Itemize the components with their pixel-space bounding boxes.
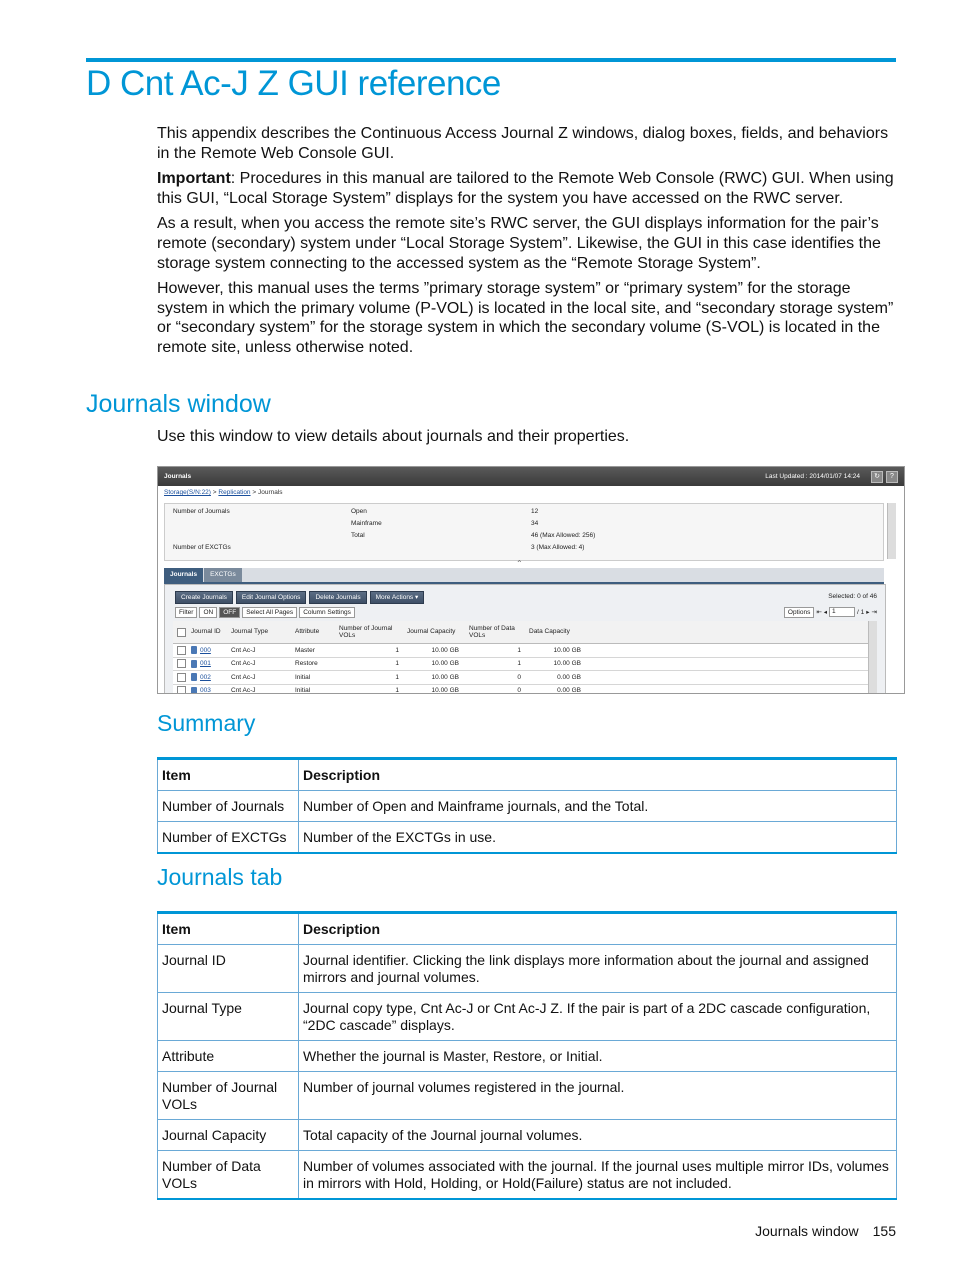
column-settings-button[interactable]: Column Settings: [299, 607, 355, 618]
item-cell: Journal Type: [158, 993, 299, 1041]
col-attribute[interactable]: Attribute: [295, 628, 320, 636]
breadcrumb-current: > Journals: [250, 489, 283, 496]
journal-type-cell: Cnt Ac-J: [231, 673, 256, 681]
attribute-cell: Initial: [295, 673, 311, 681]
grid-body: [173, 644, 869, 694]
col-data-vols[interactable]: Number of Data VOLs: [469, 624, 515, 639]
filter-button[interactable]: Filter: [175, 607, 197, 618]
table-row: [158, 822, 897, 854]
grid-scrollbar[interactable]: [868, 621, 877, 694]
col-data-capacity[interactable]: Data Capacity: [529, 628, 570, 636]
summary-row: [165, 542, 883, 554]
journal-id-cell[interactable]: [191, 671, 225, 684]
page-footer: [755, 1223, 896, 1239]
table-row: [158, 1151, 897, 1200]
intro-p3: As a result, when you access the remote site’s RWC server, the GUI displays information for the pair’s remote (secondary) system under “Local Storage System”. Likewise, the GUI in this case identifies the storage system connecting to the accessed system as the “Remote Storage System”.: [157, 215, 881, 272]
journals-window-screenshot: [157, 466, 905, 694]
breadcrumb-storage[interactable]: Storage(S/N:22): [164, 489, 211, 496]
tab-journals[interactable]: Journals: [164, 568, 203, 582]
create-journals-button[interactable]: Create Journals: [175, 591, 233, 604]
footer-section: Journals window: [755, 1223, 859, 1239]
summary-sub: Open: [351, 508, 367, 515]
intro-p2: [157, 169, 897, 208]
summary-row: [165, 518, 883, 530]
journal-capacity-cell: 10.00 GB: [431, 673, 459, 681]
journal-capacity-cell: 10.00 GB: [431, 646, 459, 654]
table-row[interactable]: [173, 671, 869, 685]
item-cell: Number of Data VOLs: [158, 1151, 299, 1200]
journals-window-heading: Journals window: [86, 390, 271, 418]
last-page-icon[interactable]: ⇥: [871, 609, 877, 616]
summary-label: Number of Journals: [173, 508, 230, 515]
journal-id-cell[interactable]: [191, 644, 225, 657]
summary-sub: Mainframe: [351, 520, 382, 527]
options-button[interactable]: Options: [784, 607, 814, 618]
breadcrumb-sep: >: [210, 489, 219, 496]
filter-off-toggle[interactable]: OFF: [219, 607, 240, 618]
journals-window-desc: Use this window to view details about journals and their properties.: [157, 428, 630, 445]
summary-value: 3 (Max Allowed: 4): [531, 544, 585, 551]
intro-p4: However, this manual uses the terms ”primary storage system” or “primary system” for the storage system in which the primary volume (P-VOL) is located in the local site, and “secondary storage system” or “secondary system” for the storage system in which the secondary volume (S-VOL) is located in the remote site, unless otherwise noted.: [157, 280, 894, 356]
summary-table: [157, 757, 897, 854]
summary-sub: Total: [351, 532, 365, 539]
item-cell: Attribute: [158, 1041, 299, 1072]
attribute-cell: Restore: [295, 660, 318, 668]
table-row[interactable]: [173, 658, 869, 672]
window-title: Journals: [164, 473, 192, 480]
table-row: [158, 1072, 897, 1120]
journal-icon: [191, 687, 197, 694]
journal-icon: [191, 646, 197, 654]
journal-vols-cell: 1: [395, 687, 399, 694]
data-capacity-cell: 0.00 GB: [557, 687, 581, 694]
col-journal-id[interactable]: Journal ID: [191, 628, 221, 636]
journals-grid: [173, 621, 869, 694]
summary-row: [165, 506, 883, 518]
more-actions-label: More Actions: [375, 594, 414, 601]
journals-panel: [164, 584, 886, 694]
data-vols-cell: 0: [517, 673, 521, 681]
tab-exctgs[interactable]: EXCTGs: [204, 568, 242, 582]
description-cell: Number of the EXCTGs in use.: [299, 822, 897, 854]
row-checkbox[interactable]: [177, 644, 186, 657]
table-row: [158, 993, 897, 1041]
summary-value: 12: [531, 508, 539, 515]
data-vols-cell: 1: [517, 660, 521, 668]
intro-p1: This appendix describes the Continuous Access Journal Z windows, dialog boxes, fields, and behaviors in the Remote Web Console GUI.: [157, 125, 889, 162]
summary-value: 34: [531, 520, 539, 527]
chapter-title: D Cnt Ac-J Z GUI reference: [86, 64, 501, 103]
prev-page-icon[interactable]: ◂: [823, 609, 828, 616]
attribute-cell: Master: [295, 646, 315, 654]
chapter-rule: [86, 58, 896, 62]
action-buttons: [175, 591, 424, 604]
col-journal-capacity[interactable]: Journal Capacity: [407, 628, 456, 636]
journal-id-link[interactable]: 000: [200, 646, 211, 654]
description-cell: Number of Open and Mainframe journals, and the Total.: [299, 791, 897, 822]
description-cell: Journal copy type, Cnt Ac-J or Cnt Ac-J Z. If the pair is part of a 2DC cascade configuration, “2DC cascade” displays.: [299, 993, 897, 1041]
collapse-caret-icon[interactable]: ⌃: [516, 559, 523, 568]
window-titlebar: [158, 467, 904, 486]
table-row: [158, 791, 897, 822]
header-item: Item: [158, 759, 299, 791]
more-actions-button[interactable]: [370, 591, 425, 604]
pager: [784, 607, 877, 618]
edit-journal-options-button[interactable]: Edit Journal Options: [236, 591, 307, 604]
description-cell: Whether the journal is Master, Restore, or Initial.: [299, 1041, 897, 1072]
table-row: [158, 1120, 897, 1151]
item-cell: Number of Journal VOLs: [158, 1072, 299, 1120]
header-item: Item: [158, 913, 299, 945]
journals-tab-heading: Journals tab: [157, 864, 283, 890]
intro: [157, 124, 897, 364]
page-total: / 1: [857, 608, 865, 616]
table-row: [158, 1041, 897, 1072]
item-cell: Journal ID: [158, 945, 299, 993]
summary-value: 46 (Max Allowed: 256): [531, 532, 596, 539]
journal-id-link[interactable]: 001: [200, 660, 211, 668]
description-cell: Total capacity of the Journal journal volumes.: [299, 1120, 897, 1151]
select-all-pages-button[interactable]: Select All Pages: [242, 607, 297, 618]
breadcrumb-replication[interactable]: Replication: [218, 489, 251, 496]
header-description: Description: [299, 759, 897, 791]
journal-id-cell[interactable]: [191, 658, 225, 671]
tab-bar: [164, 568, 884, 584]
page-input[interactable]: 1: [829, 607, 855, 617]
journal-type-cell: Cnt Ac-J: [231, 646, 256, 654]
select-all-checkbox[interactable]: [177, 621, 186, 643]
table-row[interactable]: [173, 685, 869, 695]
description-cell: Journal identifier. Clicking the link displays more information about the journal and assigned mirrors and journal volumes.: [299, 945, 897, 993]
help-icon[interactable]: ?: [886, 471, 898, 483]
journal-vols-cell: 1: [395, 660, 399, 668]
summary-row: [165, 530, 883, 542]
journal-type-cell: Cnt Ac-J: [231, 687, 256, 694]
item-cell: Number of Journals: [158, 791, 299, 822]
summary-heading: Summary: [157, 710, 256, 736]
journal-capacity-cell: 10.00 GB: [431, 687, 459, 694]
data-capacity-cell: 10.00 GB: [553, 660, 581, 668]
filter-row: [175, 607, 877, 617]
col-journal-vols[interactable]: Number of Journal VOLs: [339, 624, 393, 639]
chevron-down-icon: ▾: [415, 594, 419, 601]
journals-tab-table: [157, 911, 897, 1200]
item-cell: Journal Capacity: [158, 1120, 299, 1151]
journal-id-link[interactable]: 003: [200, 687, 211, 694]
description-cell: Number of journal volumes registered in the journal.: [299, 1072, 897, 1120]
grid-header: [173, 621, 869, 644]
journal-vols-cell: 1: [395, 646, 399, 654]
journal-capacity-cell: 10.00 GB: [431, 660, 459, 668]
first-page-icon[interactable]: ⇤: [816, 609, 822, 616]
table-header-row: [158, 759, 897, 791]
data-capacity-cell: 0.00 GB: [557, 673, 581, 681]
description-cell: Number of volumes associated with the journal. If the journal uses multiple mirror IDs, volumes in mirrors with Hold, Holding, or Hold(Failure) status are not included.: [299, 1151, 897, 1200]
data-vols-cell: 0: [517, 687, 521, 694]
important-label: Important: [157, 170, 231, 188]
data-capacity-cell: 10.00 GB: [553, 646, 581, 654]
journal-vols-cell: 1: [395, 673, 399, 681]
selected-count: Selected: 0 of 46: [828, 593, 877, 600]
journal-id-cell[interactable]: [191, 685, 225, 695]
data-vols-cell: 1: [517, 646, 521, 654]
row-checkbox[interactable]: [177, 671, 186, 684]
table-row[interactable]: [173, 644, 869, 658]
breadcrumb: [158, 486, 904, 499]
delete-journals-button[interactable]: Delete Journals: [309, 591, 366, 604]
header-description: Description: [299, 913, 897, 945]
row-checkbox[interactable]: [177, 658, 186, 671]
summary-scrollbar[interactable]: [887, 503, 896, 559]
summary-panel: [164, 503, 884, 561]
last-updated: Last Updated : 2014/01/07 14:24: [765, 473, 860, 480]
summary-label: Number of EXCTGs: [173, 544, 231, 551]
journal-type-cell: Cnt Ac-J: [231, 660, 256, 668]
table-header-row: [158, 913, 897, 945]
filter-on-toggle[interactable]: ON: [199, 607, 217, 618]
row-checkbox[interactable]: [177, 685, 186, 695]
attribute-cell: Initial: [295, 687, 311, 694]
journal-id-link[interactable]: 002: [200, 673, 211, 681]
page-number: 155: [872, 1223, 896, 1239]
refresh-icon[interactable]: ↻: [871, 471, 883, 483]
next-page-icon[interactable]: ▸: [866, 609, 870, 616]
col-journal-type[interactable]: Journal Type: [231, 628, 269, 636]
important-text: : Procedures in this manual are tailored to the Remote Web Console (RWC) GUI. When using this GUI, “Local Storage System” displays for the system you have accessed on the RWC server.: [157, 170, 894, 207]
journal-icon: [191, 660, 197, 668]
table-row: [158, 945, 897, 993]
item-cell: Number of EXCTGs: [158, 822, 299, 854]
journal-icon: [191, 673, 197, 681]
